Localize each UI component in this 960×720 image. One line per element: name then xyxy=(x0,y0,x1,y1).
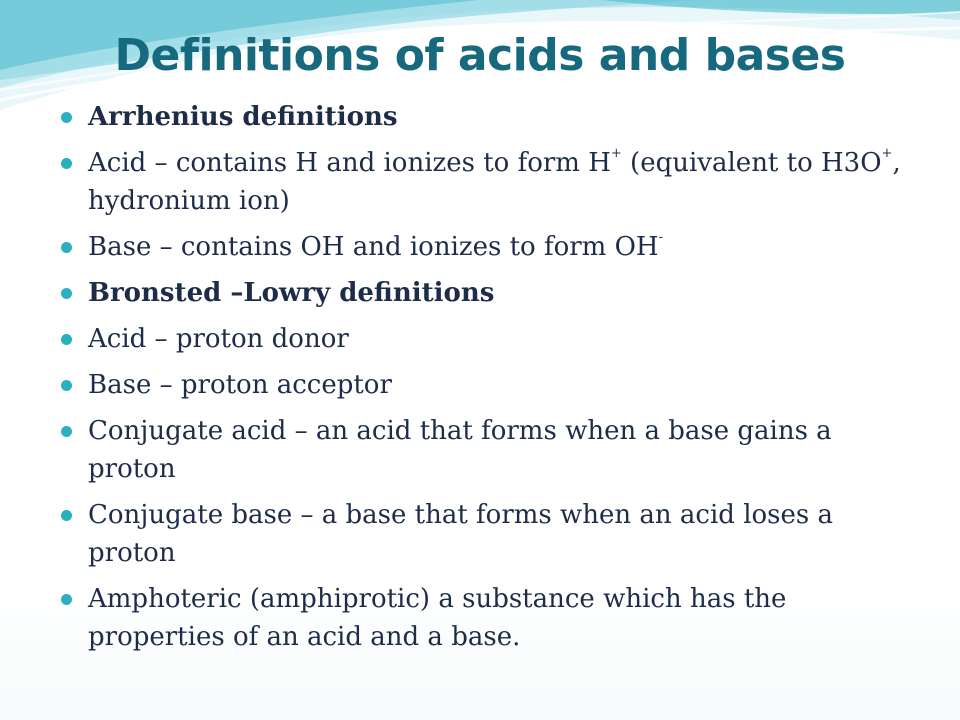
bullet-dot-icon xyxy=(61,380,72,391)
bullet-item xyxy=(60,366,920,404)
bullet-item xyxy=(60,320,920,358)
bullet-item xyxy=(60,580,920,656)
bullet-dot-icon xyxy=(61,158,72,169)
bullet-dot-icon xyxy=(61,112,72,123)
bullet-dot-icon xyxy=(61,242,72,253)
bullet-text: Amphoteric (amphiprotic) a substance which has the properties of an acid and a base. xyxy=(88,584,787,652)
bullet-item xyxy=(60,228,920,266)
bullet-item xyxy=(60,98,920,136)
bullet-text: Base – proton acceptor xyxy=(88,370,392,400)
superscript: - xyxy=(658,230,663,246)
bullet-text: Conjugate acid – an acid that forms when a base gains a proton xyxy=(88,416,832,484)
bullet-dot-icon xyxy=(61,426,72,437)
bullet-text: (equivalent to H3O xyxy=(621,148,882,178)
slide-title: Definitions of acids and bases xyxy=(114,30,846,81)
bullet-dot-icon xyxy=(61,288,72,299)
bullet-text: Acid – contains H and ionizes to form H xyxy=(88,148,611,178)
bullet-text: Base – contains OH and ionizes to form OH xyxy=(88,232,659,262)
bullet-text: Acid – proton donor xyxy=(88,324,349,354)
bullet-text: , hydronium ion) xyxy=(88,148,901,216)
bullet-text: Arrhenius definitions xyxy=(88,102,398,132)
bullet-item xyxy=(60,412,920,488)
bullet-item xyxy=(60,144,920,220)
bullet-dot-icon xyxy=(61,510,72,521)
bullet-list xyxy=(60,98,920,664)
bullet-text: Conjugate base – a base that forms when an acid loses a proton xyxy=(88,500,834,568)
bullet-dot-icon xyxy=(61,334,72,345)
bullet-item xyxy=(60,274,920,312)
superscript: + xyxy=(610,146,622,162)
superscript: + xyxy=(881,146,893,162)
bullet-dot-icon xyxy=(61,594,72,605)
bullet-item xyxy=(60,496,920,572)
bullet-text: Bronsted –Lowry definitions xyxy=(88,278,495,308)
